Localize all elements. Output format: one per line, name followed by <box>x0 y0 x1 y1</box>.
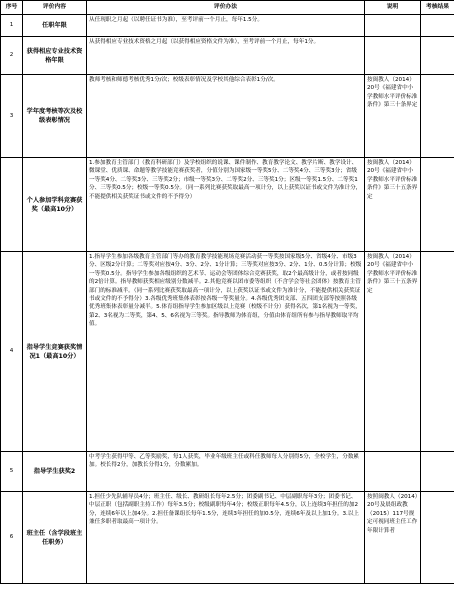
row-item: 获得相应专业技术资格年限 <box>23 37 87 75</box>
table-row <box>1 492 454 584</box>
row-note: 按闽教人（2014）20号《福建省中小学教师水平评价标准条件》第三十条界定 <box>365 75 421 158</box>
row-item: 指导学生竞赛获奖情况1（最高10分） <box>23 252 87 452</box>
table-header-row <box>1 1 454 15</box>
row-result[interactable] <box>421 75 454 158</box>
table-row <box>1 75 454 158</box>
row-result[interactable] <box>421 158 454 252</box>
row-no: 6 <box>1 492 23 584</box>
row-method: 教师考核和师德考核优秀1分/次；校级表彰情况及学校其他综合表彰1分/次。 <box>87 75 365 158</box>
row-item: 班主任（含学段班主任职务） <box>23 492 87 584</box>
row-result[interactable] <box>421 492 454 584</box>
row-note: 按闽教人（2014）20号《福建省中小学教师水平评价标准条件》第三十五条界定 <box>365 158 421 252</box>
row-note <box>365 452 421 492</box>
row-result[interactable] <box>421 15 454 37</box>
table-row <box>1 252 454 452</box>
header-method: 评价办法 <box>87 1 365 15</box>
row-item: 任职年限 <box>23 15 87 37</box>
row-no: 3 <box>1 75 23 158</box>
row-no: 1 <box>1 15 23 37</box>
row-note: 按闽教人（2014）20号《福建省中小学教师水平评价标准条件》第三十五条界定 <box>365 252 421 452</box>
table-row <box>1 158 454 252</box>
row-method: 1.参加教育主管部门（教育科研部门）及学校组织的说课、课件制作、教育教学论文、教学片断、教学设计、微课堂、优质课、命题等教学技能竞赛获奖者，分值分别为国家级一等奖5分、二等奖4分、三等奖3分；省级一等奖4分、二等奖3分、三等奖2分；市级一等奖3分、二等奖2分、三等奖1分；区级一等奖1.5分、二等奖1分、三等奖0.5分；校级一等奖0.5分。（同一系列比赛获奖取最高一项计分，以上获奖以证书或文件为准计分，不能提供相关获奖证书或文件的不予得分） <box>87 158 365 252</box>
row-result[interactable] <box>421 252 454 452</box>
header-item: 评价内容 <box>23 1 87 15</box>
row-no: 4 <box>1 252 23 452</box>
row-no <box>1 158 23 252</box>
row-method: 中考学生获得甲等、乙等奖励奖，每1人获奖，毕业年级班主任或科任教师每人分别得5分，全校学生，分数累加。校长得2分，加教长分得1分，分数累加。 <box>87 452 365 492</box>
header-note: 说明 <box>365 1 421 15</box>
row-method: 从任现职之月起（以聘任证书为准），至考评前一个月止，每年1.5分。 <box>87 15 365 37</box>
row-method: 从获得相应专业技术资格之月起（以获得相应资格文件为准），至考评前一个月止，每年1分。 <box>87 37 365 75</box>
table-row <box>1 37 454 75</box>
row-no: 5 <box>1 452 23 492</box>
row-item: 个人参加学科竞赛获奖（最高10分） <box>23 158 87 252</box>
row-note <box>365 15 421 37</box>
row-method: 1.指导学生参加各级教育主管部门等办的教育教学技能现场竞赛活动获一等奖按国家级5分、省级4分、市级3分、区级2分计算；二等奖对应按4分、3分、2分、1分计算；三等奖对应按3分、2分、1分、0.5分计算；校级一等奖0.5分。指导学生参加各级组织的艺术节、运动会等团体综合竞赛获奖，取2个最高级计分，或者按同级的2倍计算。指导教师获奖相应级别分数减半。2.其他竞赛以团市委等组织（不含学会等社会团体）按教育主管部门的标准减半。（同一系列比赛获奖取最高一项计分，以上获奖以证书或文件为准计分，不能提供相关获奖证书或文件的不予得分）3.各级优秀班集体表彰按各级一等奖量分。4.各级优秀团支部、五四团支部等按照各级优秀班集体表彰量分减半。5.体育组指导学生参加区级以上竞赛（校级不计分）获得名次，第1名视为一等奖，第2、3名视为二等奖，第4、5、6名视为三等奖。指导教师为体育组，分值由体育组所有参与指导教师取平均值。 <box>87 252 365 452</box>
table-row <box>1 15 454 37</box>
row-method: 1.担任少先队辅导员4分；班主任、级长、教研组长每年2.5分；团委副书记、中层副职每年3分；团委书记、中层正职（包括副职主持工作）每年3.5分；校级副职每年4分；校级正职每年4.5分，以上连续3年担任的加2分，连续6年以上加4分。2.担任备课组长每年1.5分，连续3年担任的加0.5分，连续6年及以上加1分。3.以上兼任多职者取最高一项计分。 <box>87 492 365 584</box>
row-item: 学年度考核等次及校级表彰情况 <box>23 75 87 158</box>
row-result[interactable] <box>421 37 454 75</box>
header-no: 序号 <box>1 1 23 15</box>
row-item: 指导学生获奖2 <box>23 452 87 492</box>
header-result: 考核结果 <box>421 1 454 15</box>
row-result[interactable] <box>421 452 454 492</box>
row-note: 按照闽教人（2014）20号及晨组政教（2015）117号规定可视同班主任工作年限计算者 <box>365 492 421 584</box>
row-note <box>365 37 421 75</box>
table-row <box>1 452 454 492</box>
row-no: 2 <box>1 37 23 75</box>
